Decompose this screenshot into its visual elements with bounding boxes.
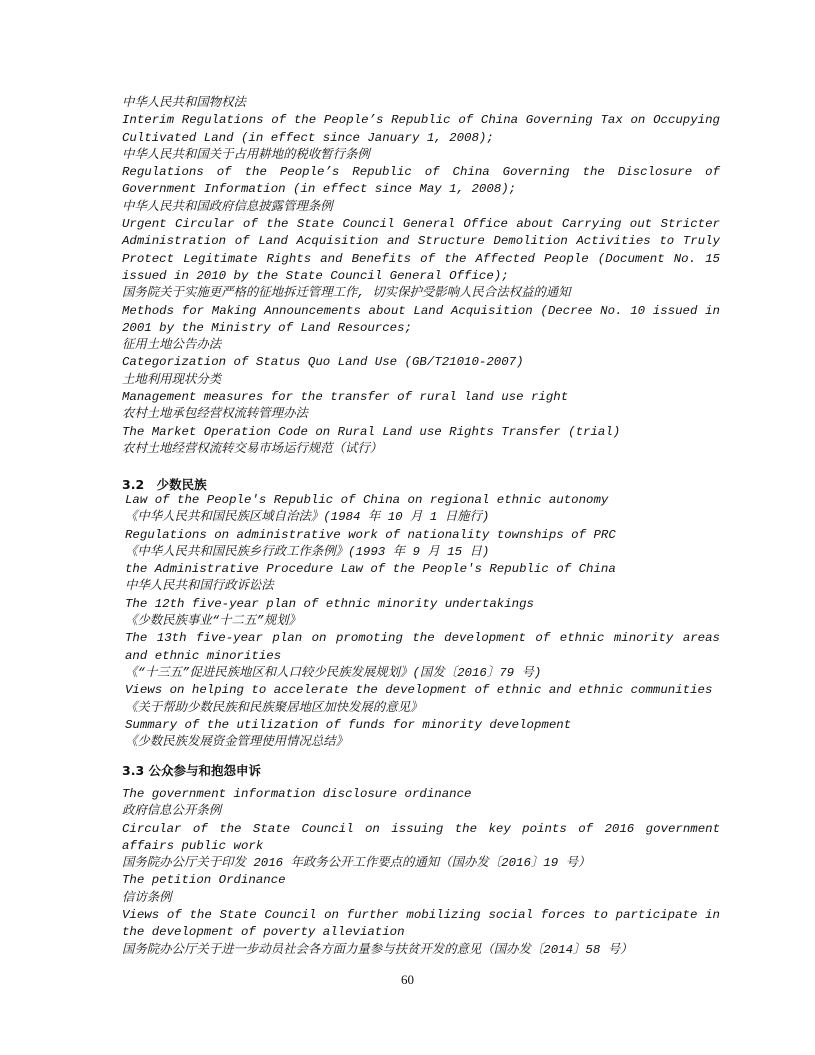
regulation-entry: 征用土地公告办法 (122, 338, 222, 353)
regulation-list-3-1 (122, 95, 720, 458)
regulation-entry: 土地利用现状分类 (122, 372, 222, 387)
regulation-entry: Summary of the utilization of funds for minority development (125, 717, 572, 732)
regulation-entry: Regulations on administrative work of nationality townships of PRC (125, 527, 616, 542)
regulation-list-3-2 (125, 492, 720, 751)
regulation-entry: Interim Regulations of the People’s Republic of China Governing Tax on Occupying Cultivated Land (in effect since January 1, 2008); (122, 113, 720, 145)
regulation-entry: 国务院办公厅关于印发 2016 年政务公开工作要点的通知（国办发〔2016〕19 号） (122, 856, 591, 871)
regulation-entry: 信访条例 (122, 890, 172, 905)
regulation-entry: 《中华人民共和国民族乡行政工作条例》(1993 年 9 月 15 日) (125, 544, 490, 559)
regulation-list-3-3 (122, 786, 720, 959)
regulation-entry: 中华人民共和国物权法 (122, 96, 246, 110)
regulation-entry: 中华人民共和国行政诉讼法 (125, 579, 274, 594)
regulation-entry: Views on helping to accelerate the development of ethnic and ethnic communities (125, 683, 713, 698)
regulation-entry: Management measures for the transfer of rural land use right (122, 390, 569, 405)
regulation-entry: 《少数民族发展资金管理使用情况总结》 (125, 735, 349, 750)
page-number: 60 (401, 972, 414, 987)
regulation-entry: The government information disclosure ordinance (122, 787, 472, 801)
section-heading-3-2: 3.2 少数民族 (122, 477, 207, 492)
regulation-entry: Categorization of Status Quo Land Use (GB/T21010-2007) (122, 355, 524, 370)
regulation-entry: 国务院关于实施更严格的征地拆迁管理工作, 切实保护受影响人民合法权益的通知 (122, 286, 571, 301)
section-heading-3-3: 3.3 公众参与和抱怨申诉 (122, 763, 261, 778)
regulation-entry: The petition Ordinance (122, 873, 286, 888)
regulation-entry: Methods for Making Announcements about Land Acquisition (Decree No. 10 issued in 2001 by the Ministry of Land Resources; (122, 303, 720, 335)
regulation-entry: 中华人民共和国政府信息披露管理条例 (122, 199, 333, 214)
regulation-entry: Law of the People's Republic of China on regional ethnic autonomy (125, 493, 609, 507)
regulation-entry: 《中华人民共和国民族区域自治法》(1984 年 10 月 1 日施行) (125, 510, 490, 525)
regulation-entry: 《“十三五”促进民族地区和人口较少民族发展规划》(国发〔2016〕79 号) (125, 665, 542, 680)
regulation-entry: The 13th five-year plan on promoting the development of ethnic minority areas and ethnic minorities (125, 631, 720, 663)
regulation-entry: The 12th five-year plan of ethnic minority undertakings (125, 596, 534, 611)
regulation-entry: The Market Operation Code on Rural Land use Rights Transfer (trial) (122, 424, 621, 439)
regulation-entry: Views of the State Council on further mobilizing social forces to participate in the development of poverty alleviation (122, 908, 720, 940)
regulation-entry: 农村土地承包经营权流转管理办法 (122, 407, 308, 422)
regulation-entry: 《关于帮助少数民族和民族聚居地区加快发展的意见》 (125, 700, 423, 715)
regulation-entry: the Administrative Procedure Law of the People's Republic of China (125, 562, 616, 577)
regulation-entry: 农村土地经营权流转交易市场运行规范（试行） (122, 441, 383, 456)
regulation-entry: 政府信息公开条例 (122, 804, 222, 819)
regulation-entry: Circular of the State Council on issuing the key points of 2016 government affairs public work (122, 821, 720, 853)
regulation-entry: 《少数民族事业“十二五”规划》 (125, 614, 301, 629)
regulation-entry: Urgent Circular of the State Council General Office about Carrying out Stricter Administration of Land Acquisition and Structure Demolition Activities to Truly Protect Legitimate Rights and Benefits of the Affected People (Document No. 15 issued in 2010 by the State Council General Office); (122, 217, 720, 283)
regulation-entry: Regulations of the People’s Republic of China Governing the Disclosure of Government Information (in effect since May 1, 2008); (122, 165, 720, 197)
regulation-entry: 国务院办公厅关于进一步动员社会各方面力量参与扶贫开发的意见（国办发〔2014〕58 号） (122, 942, 633, 957)
regulation-entry: 中华人民共和国关于占用耕地的税收暂行条例 (122, 147, 370, 162)
